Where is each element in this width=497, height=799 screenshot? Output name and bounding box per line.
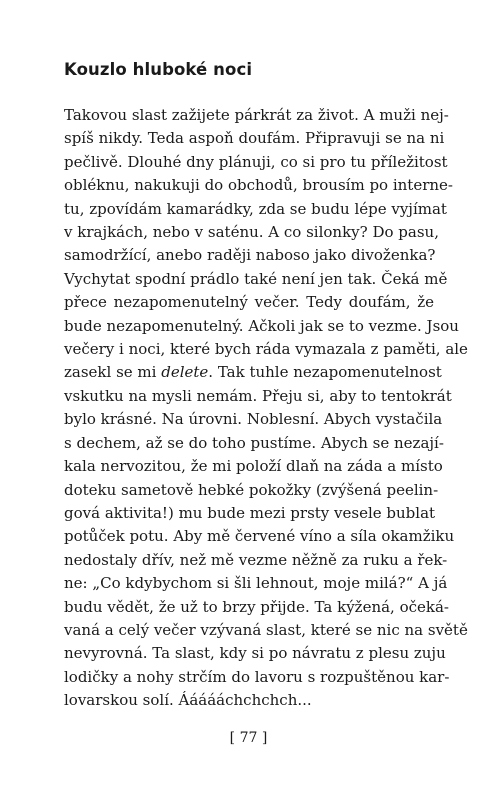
text-line: lodičky a nohy strčím do lavoru s rozpuštěnou kar- — [64, 667, 450, 686]
text-line: lovarskou solí. Áááááchchchch... — [64, 691, 312, 710]
text-line: Takovou slast zažijete párkrát za život. A muži nej- — [64, 106, 449, 124]
text-line: Vychytat spodní prádlo také není jen tak. Čeká mě — [64, 269, 448, 288]
page — [64, 58, 468, 713]
italic-word: delete — [161, 363, 209, 382]
text-line: nedostaly dřív, než mě vezme něžně za ruku a řek- — [64, 550, 448, 569]
text-line: bude nezapomenutelný. Ačkoli jak se to vezme. Jsou — [64, 316, 459, 335]
text-line: v krajkách, nebo v saténu. A co silonky? Do pasu, — [64, 223, 439, 242]
text-line: pečlivě. Dlouhé dny plánuji, co si pro tu příležitost — [64, 152, 448, 171]
text-segment: . Tak tuhle nezapomenutelnost — [208, 363, 442, 382]
text-line: vskutku na mysli nemám. Přeju si, aby to tentokrát — [64, 386, 452, 405]
text-line: potůček potu. Aby mě červené víno a síla okamžiku — [64, 527, 455, 546]
body-text — [64, 104, 468, 713]
text-segment: zasekl se mi — [64, 363, 162, 382]
text-line: tu, zpovídám kamarádky, zda se budu lépe vyjímat — [64, 199, 447, 218]
text-line: ne: „Co kdybychom si šli lehnout, moje milá?“ A já — [64, 574, 448, 593]
text-line: samodržící, anebo raději naboso jako divoženka? — [64, 246, 436, 265]
page-number: [ 77 ] — [229, 730, 268, 746]
text-line: s dechem, až se do toho pustíme. Abych se nezají- — [64, 433, 444, 452]
text-line: obléknu, nakukuji do obchodů, brousím po interne- — [64, 176, 453, 195]
text-line — [64, 361, 442, 384]
text-line: vaná a celý večer vzývaná slast, které se nic na světě — [64, 620, 468, 639]
text-line: bylo krásné. Na úrovni. Noblesní. Abych vystačila — [64, 410, 443, 429]
text-line: gová aktivita!) mu bude mezi prsty vesele bublat — [64, 503, 436, 522]
text-line: spíš nikdy. Teda aspoň doufám. Připravuji se na ni — [64, 129, 445, 148]
text-line: nevyrovná. Ta slast, kdy si po návratu z plesu zuju — [64, 644, 446, 663]
text-line: kala nervozitou, že mi položí dlaň na záda a místo — [64, 457, 443, 476]
text-line: přece nezapomenutelný večer. Tedy doufám, že — [64, 293, 434, 312]
text-line: večery i noci, které bych ráda vymazala z paměti, ale — [64, 340, 468, 359]
text-line: budu vědět, že už to brzy přijde. Ta kýžená, očeká- — [64, 597, 449, 616]
chapter-title: Kouzlo hluboké noci — [64, 60, 253, 79]
text-line: doteku sametově hebké pokožky (zvýšená peelin- — [64, 480, 439, 499]
